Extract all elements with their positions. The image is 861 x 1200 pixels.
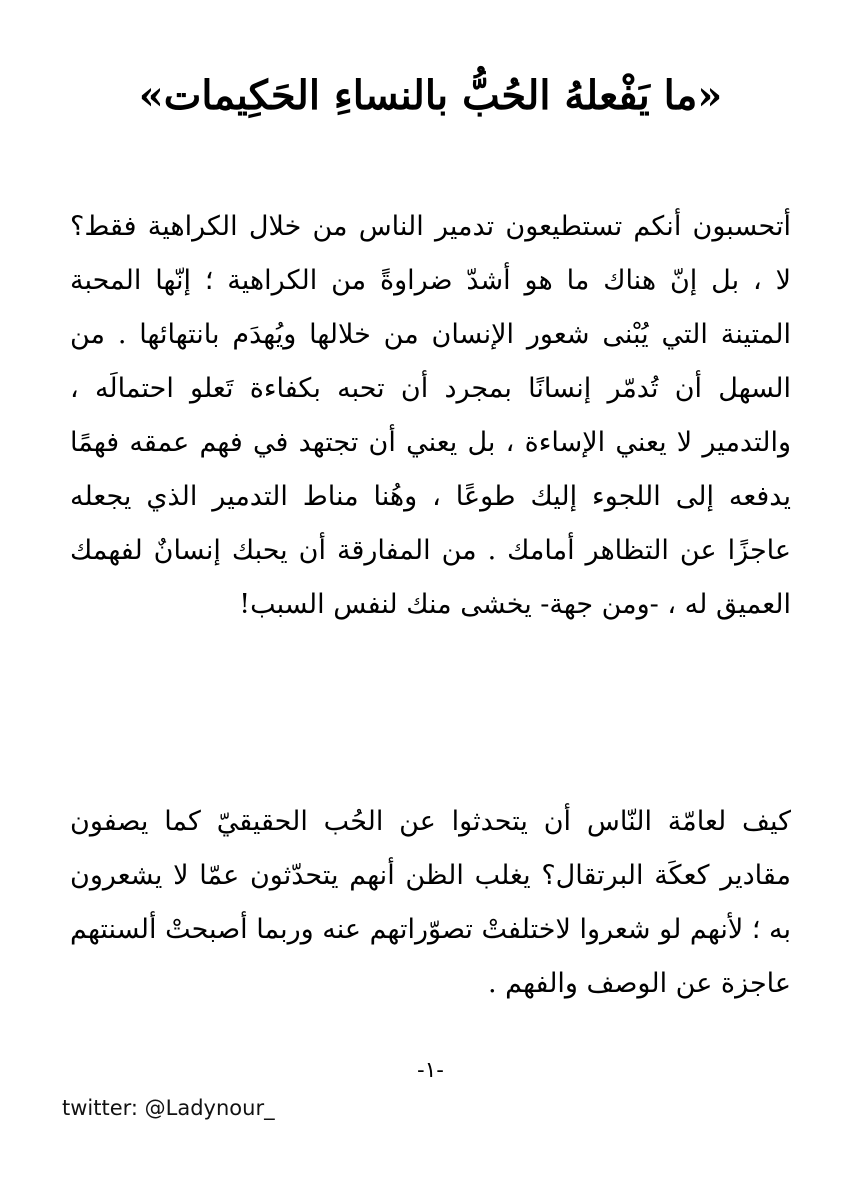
document-title: «ما يَفْعلهُ الحُبُّ بالنساءِ الحَكِيمات» [138, 72, 723, 119]
footer-twitter-handle: twitter: @Ladynour_ [62, 1096, 275, 1120]
paragraph-2: كيف لعامّة النّاس أن يتحدثوا عن الحُب الحقيقيّ كما يصفون مقادير كعكَة البرتقال؟ يغلب الظن أنهم يتحدّثون عمّا لا يشعرون به ؛ لأنهم لو شعروا لاختلفتْ تصوّراتهم عنه وربما أصبحتْ ألسنتهم عاجزة عن الوصف والفهم . [70, 806, 791, 999]
page-number: -١- [417, 1058, 444, 1083]
paragraph-1: أتحسبون أنكم تستطيعون تدمير الناس من خلال الكراهية فقط؟ لا ، بل إنّ هناك ما هو أشدّ ضراوةً من الكراهية ؛ إنّها المحبة المتينة التي يُبْنى شعور الإنسان من خلالها ويُهدَم بانتهائها . من السهل أن تُدمّر إنسانًا بمجرد أن تحبه بكفاءة تَعلو احتمالَه ، والتدمير لا يعني الإساءة ، بل يعني أن تجتهد في فهم عمقه فهمًا يدفعه إلى اللجوء إليك طوعًا ، وهُنا مناط التدمير الذي يجعله عاجزًا عن التظاهر أمامك . من المفارقة أن يحبك إنسانٌ لفهمك العميق له ، -ومن جهة- يخشى منك لنفس السبب! [70, 211, 791, 620]
